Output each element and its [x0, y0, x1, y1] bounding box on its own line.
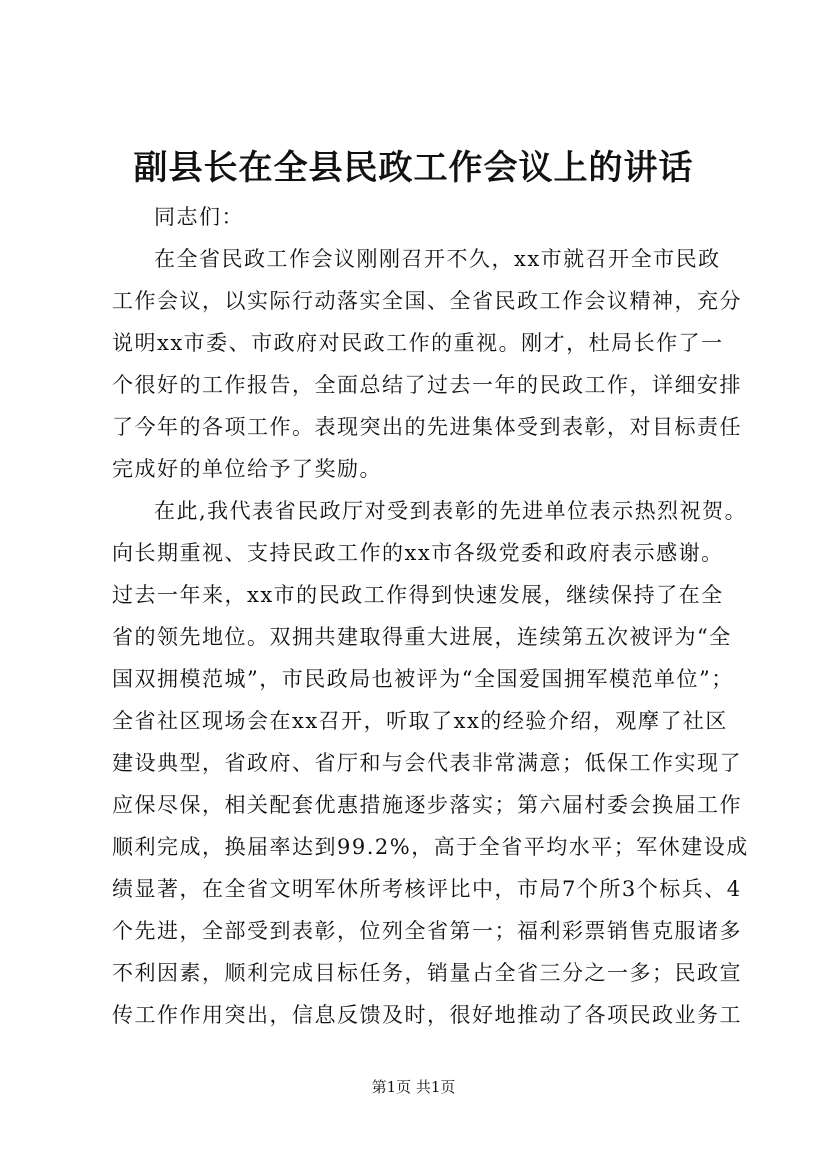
paragraph-line: 个很好的工作报告，全面总结了过去一年的民政工作，详细安排: [112, 373, 742, 397]
paragraph-line: 在此,我代表省民政厅对受到表彰的先进单位表示热烈祝贺。: [154, 499, 748, 523]
salutation-line: 同志们：: [154, 205, 244, 229]
paragraph-line: 建设典型，省政府、省厅和与会代表非常满意；低保工作实现了: [112, 751, 742, 775]
paragraph-line: 省的领先地位。双拥共建取得重大进展，连续第五次被评为“全: [112, 625, 732, 649]
paragraph-line: 不利因素，顺利完成目标任务，销量占全省三分之一多；民政宣: [112, 961, 742, 985]
paragraph-line: 向长期重视、支持民政工作的xx市各级党委和政府表示感谢。: [112, 541, 724, 565]
paragraph-line: 完成好的单位给予了奖励。: [112, 457, 382, 481]
paragraph-line: 过去一年来，xx市的民政工作得到快速发展，继续保持了在全: [112, 583, 724, 607]
page-number-footer: 第1页 共1页: [371, 1078, 456, 1096]
paragraph-line: 个先进，全部受到表彰，位列全省第一；福利彩票销售克服诸多: [112, 919, 742, 943]
paragraph-line: 顺利完成，换届率达到99.2%，高于全省平均水平；军休建设成: [112, 835, 749, 859]
paragraph-line: 全省社区现场会在xx召开，听取了xx的经验介绍，观摩了社区: [112, 709, 728, 733]
document-title: 副县长在全县民政工作会议上的讲话: [133, 148, 694, 188]
paragraph-line: 说明xx市委、市政府对民政工作的重视。刚才，杜局长作了一: [112, 331, 724, 355]
paragraph-line: 工作会议，以实际行动落实全国、全省民政工作会议精神，充分: [112, 289, 742, 313]
document-body: [112, 196, 752, 1036]
paragraph-line: 在全省民政工作会议刚刚召开不久，xx市就召开全市民政: [154, 247, 721, 271]
paragraph-line: 绩显著，在全省文明军休所考核评比中，市局7个所3个标兵、4: [112, 877, 742, 901]
paragraph-line: 应保尽保，相关配套优惠措施逐步落实；第六届村委会换届工作: [112, 793, 742, 817]
paragraph-line: 了今年的各项工作。表现突出的先进集体受到表彰，对目标责任: [112, 415, 742, 439]
paragraph-line: 传工作作用突出，信息反馈及时，很好地推动了各项民政业务工: [112, 1003, 742, 1027]
paragraph-line: 国双拥模范城”，市民政局也被评为“全国爱国拥军模范单位”；: [112, 667, 734, 691]
